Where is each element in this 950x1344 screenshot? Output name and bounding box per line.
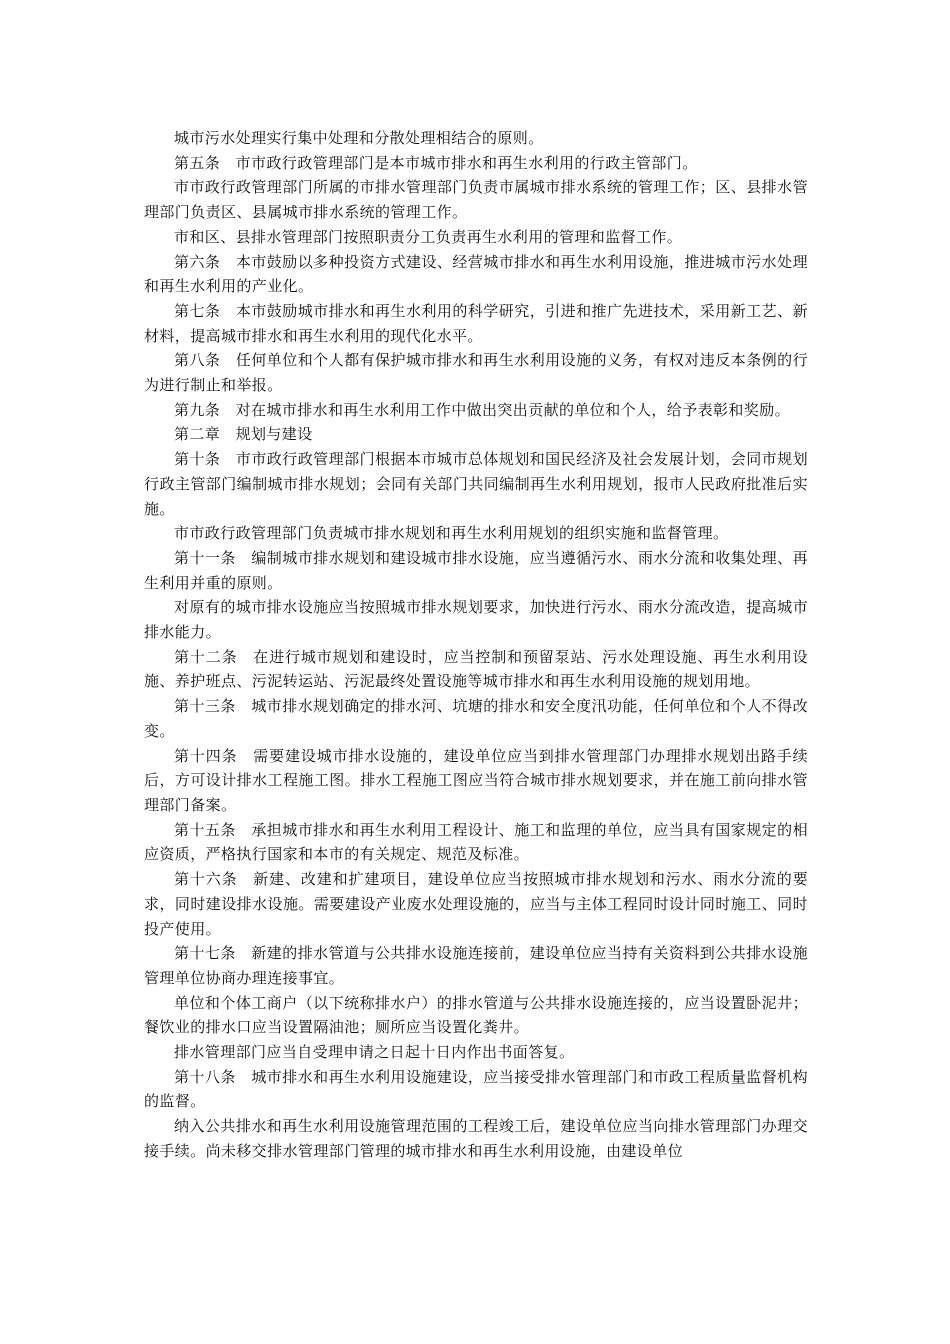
paragraph: 第六条 本市鼓励以多种投资方式建设、经营城市排水和再生水利用设施，推进城市污水处理和再生水利用的产业化。 — [144, 252, 808, 296]
paragraph: 第七条 本市鼓励城市排水和再生水利用的科学研究，引进和推广先进技术，采用新工艺、新材料，提高城市排水和再生水利用的现代化水平。 — [144, 301, 808, 345]
paragraph: 第八条 任何单位和个人都有保护城市排水和再生水利用设施的义务，有权对违反本条例的行为进行制止和举报。 — [144, 351, 808, 395]
paragraph: 第十八条 城市排水和再生水利用设施建设，应当接受排水管理部门和市政工程质量监督机构的监督。 — [144, 1067, 808, 1111]
paragraph: 市市政行政管理部门负责城市排水规划和再生水利用规划的组织实施和监督管理。 — [174, 524, 729, 543]
paragraph: 第五条 市市政行政管理部门是本市城市排水和再生水利用的行政主管部门。 — [174, 153, 698, 172]
paragraph: 第九条 对在城市排水和再生水利用工作中做出突出贡献的单位和个人，给予表彰和奖励。 — [174, 400, 791, 419]
paragraph: 对原有的城市排水设施应当按照城市排水规划要求，加快进行污水、雨水分流改造，提高城市排水能力。 — [144, 598, 808, 642]
document-page — [144, 126, 808, 1164]
paragraph: 第十五条 承担城市排水和再生水利用工程设计、施工和监理的单位，应当具有国家规定的相应资质，严格执行国家和本市的有关规定、规范及标准。 — [144, 820, 808, 864]
paragraph: 纳入公共排水和再生水利用设施管理范围的工程竣工后，建设单位应当向排水管理部门办理交接手续。尚未移交排水管理部门管理的城市排水和再生水利用设施，由建设单位 — [144, 1117, 808, 1160]
paragraph: 第十七条 新建的排水管道与公共排水设施连接前，建设单位应当持有关资料到公共排水设施管理单位协商办理连接事宜。 — [144, 944, 808, 987]
chapter-heading: 第二章 规划与建设 — [174, 425, 313, 444]
paragraph: 第十一条 编制城市排水规划和建设城市排水设施，应当遵循污水、雨水分流和收集处理、再生利用并重的原则。 — [144, 548, 808, 592]
paragraph: 排水管理部门应当自受理申请之日起十日内作出书面答复。 — [174, 1043, 575, 1062]
paragraph: 第十二条 在进行城市规划和建设时，应当控制和预留泵站、污水处理设施、再生水利用设施、养护班点、污泥转运站、污泥最终处置设施等城市排水和再生水利用设施的规划用地。 — [144, 647, 808, 691]
paragraph: 第十三条 城市排水规划确定的排水河、坑塘的排水和安全度汛功能，任何单位和个人不得改变。 — [144, 697, 808, 740]
paragraph: 城市污水处理实行集中处理和分散处理相结合的原则。 — [174, 129, 544, 147]
paragraph: 市市政行政管理部门所属的市排水管理部门负责市属城市排水系统的管理工作；区、县排水管理部门负责区、县属城市排水系统的管理工作。 — [144, 178, 808, 222]
paragraph: 第十条 市市政行政管理部门根据本市城市总体规划和国民经济及社会发展计划，会同市规划行政主管部门编制城市排水规划；会同有关部门共同编制再生水利用规划，报市人民政府批准后实施。 — [144, 450, 808, 518]
paragraph: 第十六条 新建、改建和扩建项目，建设单位应当按照城市排水规划和污水、雨水分流的要求，同时建设排水设施。需要建设产业废水处理设施的，应当与主体工程同时设计同时施工、同时投产使用。 — [144, 870, 808, 938]
paragraph: 第十四条 需要建设城市排水设施的，建设单位应当到排水管理部门办理排水规划出路手续后，方可设计排水工程施工图。排水工程施工图应当符合城市排水规划要求，并在施工前向排水管理部门备案。 — [144, 746, 808, 814]
paragraph: 单位和个体工商户（以下统称排水户）的排水管道与公共排水设施连接的，应当设置卧泥井；餐饮业的排水口应当设置隔油池；厕所应当设置化粪井。 — [144, 993, 808, 1037]
paragraph: 市和区、县排水管理部门按照职责分工负责再生水利用的管理和监督工作。 — [174, 227, 683, 246]
